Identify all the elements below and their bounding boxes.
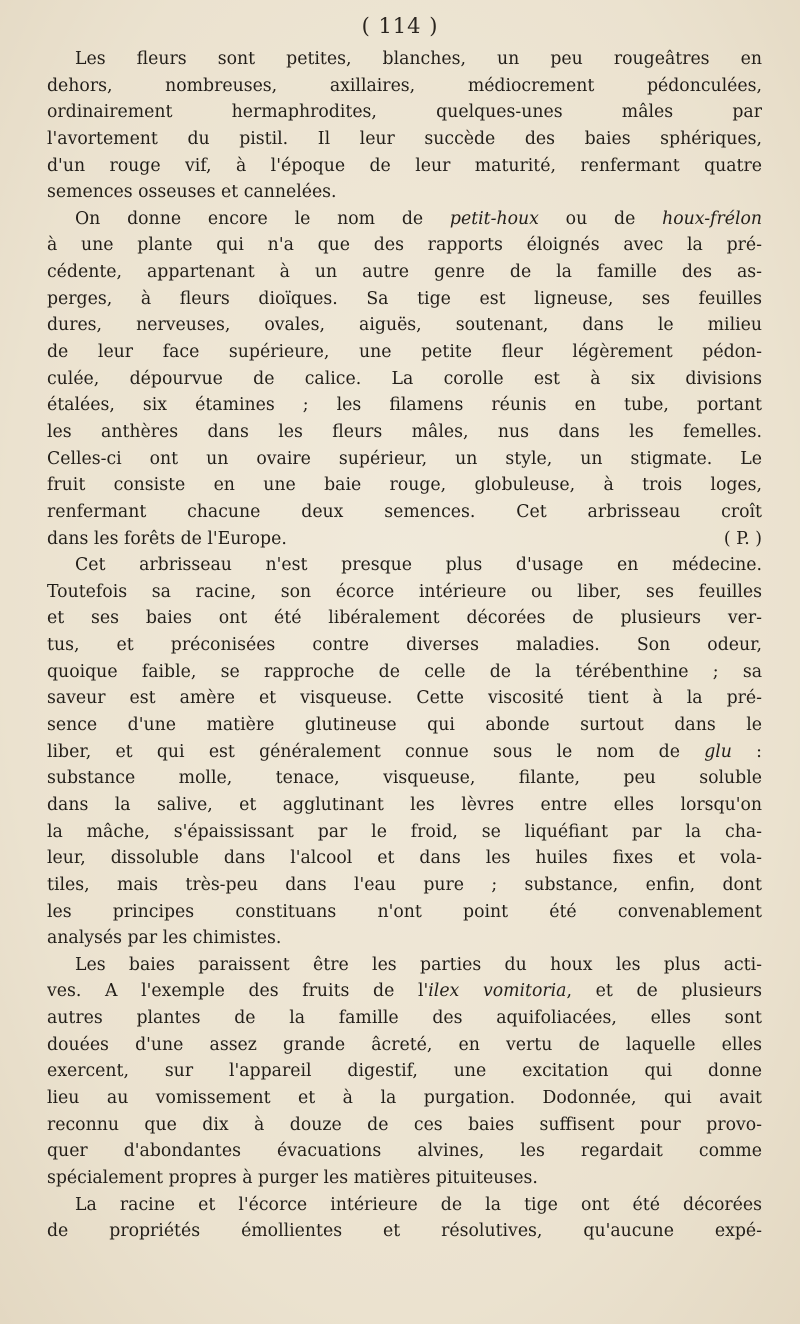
page-number: ( 114 ) <box>361 14 439 38</box>
text-run: : <box>731 741 762 762</box>
text-line: sence d'une matière glutineuse qui abonde surtout dans le <box>47 715 762 736</box>
text-line: spécialement propres à purger les matières pituiteuses. <box>47 1167 538 1188</box>
text-line: les anthères dans les fleurs mâles, nus dans les femelles. <box>47 421 762 442</box>
text-line: cédente, appartenant à un autre genre de la famille des as- <box>47 262 762 283</box>
text-line: lieu au vomissement et à la purgation. Dodonnée, qui avait <box>47 1087 762 1108</box>
italic-term: petit-houx <box>449 208 539 229</box>
text-line: reconnu que dix à douze de ces baies suffisent pour provo- <box>47 1114 762 1135</box>
text-line: tiles, mais très-peu dans l'eau pure ; substance, enfin, dont <box>47 874 762 895</box>
text-line: Toutefois sa racine, son écorce intérieure ou liber, ses feuilles <box>47 581 762 602</box>
text-run: liber, et qui est généralement connue sous le nom de <box>47 741 705 762</box>
text-line: étalées, six étamines ; les filamens réunis en tube, portant <box>47 395 762 416</box>
text-line: dans la salive, et agglutinant les lèvres entre elles lorsqu'on <box>47 794 762 815</box>
text-run: dans les forêts de l'Europe. <box>47 528 287 549</box>
text-line: ordinairement hermaphrodites, quelques-unes mâles par <box>47 102 762 123</box>
text-line <box>47 978 762 1005</box>
text-line: dehors, nombreuses, axillaires, médiocrement pédonculées, <box>47 75 762 96</box>
text-line: les principes constituans n'ont point été convenablement <box>47 901 762 922</box>
text-run: ou de <box>538 208 663 229</box>
text-run: , et de plusieurs <box>566 981 762 1002</box>
text-line: quoique faible, se rapproche de celle de la térébenthine ; sa <box>47 661 762 682</box>
body-text <box>47 46 762 1245</box>
text-line: analysés par les chimistes. <box>47 928 282 949</box>
text-line: Celles-ci ont un ovaire supérieur, un style, un stigmate. Le <box>47 448 762 469</box>
text-line: à une plante qui n'a que des rapports éloignés avec la pré- <box>47 235 762 256</box>
text-line: culée, dépourvue de calice. La corolle est à six divisions <box>47 368 762 389</box>
text-line <box>47 526 762 553</box>
text-run: ves. A l'exemple des fruits de l' <box>47 981 429 1002</box>
text-line: Cet arbrisseau n'est presque plus d'usage en médecine. <box>75 555 762 576</box>
text-line: de leur face supérieure, une petite fleur légèrement pédon- <box>47 342 762 363</box>
text-line: tus, et préconisées contre diverses maladies. Son odeur, <box>47 635 762 656</box>
italic-term: ilex vomitoria <box>428 981 567 1002</box>
text-run: On donne encore le nom de <box>75 208 450 229</box>
text-line: Les fleurs sont petites, blanches, un peu rougeâtres en <box>75 49 762 69</box>
text-line: autres plantes de la famille des aquifoliacées, elles sont <box>47 1008 762 1029</box>
text-line: douées d'une assez grande âcreté, en vertu de laquelle elles <box>47 1034 762 1055</box>
text-line <box>47 206 762 233</box>
text-line: renfermant chacune deux semences. Cet arbrisseau croît <box>47 501 762 522</box>
text-line: l'avortement du pistil. Il leur succède des baies sphériques, <box>47 128 762 149</box>
text-line: leur, dissoluble dans l'alcool et dans les huiles fixes et vola- <box>47 848 762 869</box>
italic-term: houx-frélon <box>662 208 762 229</box>
text-line: dures, nerveuses, ovales, aiguës, soutenant, dans le milieu <box>47 315 762 336</box>
author-signature: ( P. ) <box>723 528 762 549</box>
text-line: de propriétés émollientes et résolutives, qu'aucune expé- <box>47 1221 762 1242</box>
text-line: quer d'abondantes évacuations alvines, les regardait comme <box>47 1141 762 1162</box>
text-line: d'un rouge vif, à l'époque de leur maturité, renfermant quatre <box>47 155 762 176</box>
text-line: substance molle, tenace, visqueuse, filante, peu soluble <box>47 768 762 789</box>
text-line <box>47 739 762 766</box>
text-line: La racine et l'écorce intérieure de la tige ont été décorées <box>75 1194 762 1215</box>
italic-term: glu <box>704 741 732 762</box>
text-line: perges, à fleurs dioïques. Sa tige est ligneuse, ses feuilles <box>47 288 762 309</box>
text-line: la mâche, s'épaississant par le froid, se liquéfiant par la cha- <box>47 821 762 842</box>
text-line: fruit consiste en une baie rouge, globuleuse, à trois loges, <box>47 475 762 496</box>
text-line: saveur est amère et visqueuse. Cette viscosité tient à la pré- <box>47 688 762 709</box>
text-line: et ses baies ont été libéralement décorées de plusieurs ver- <box>47 608 762 629</box>
text-line: exercent, sur l'appareil digestif, une excitation qui donne <box>47 1061 762 1082</box>
text-line: Les baies paraissent être les parties du houx les plus acti- <box>75 954 762 975</box>
text-line: semences osseuses et cannelées. <box>47 182 337 203</box>
